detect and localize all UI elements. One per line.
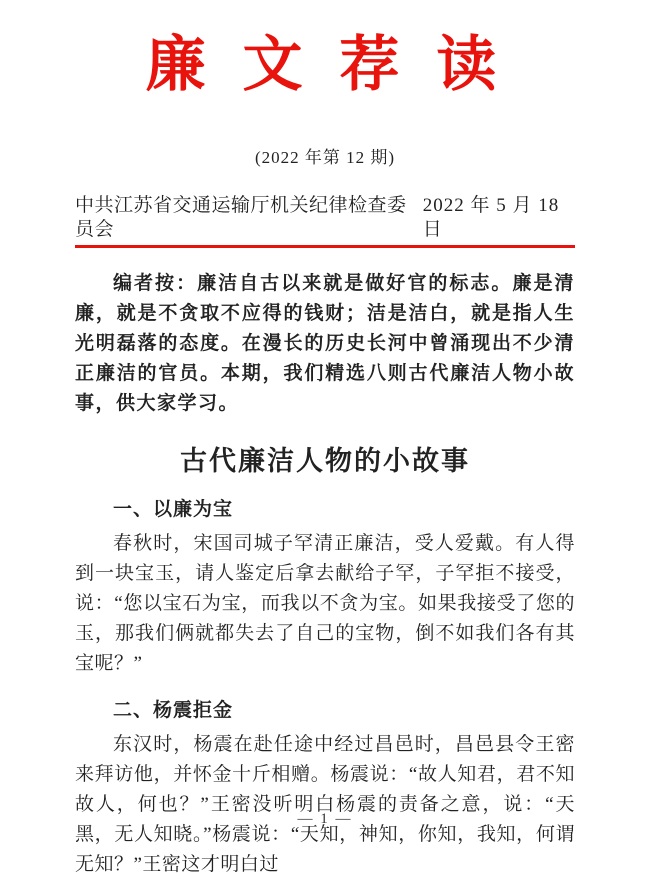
issue-number: (2022 年第 12 期) (254, 148, 396, 167)
issuing-header-row (75, 194, 575, 242)
issue-date: 2022 年 5 月 18 日 (422, 195, 560, 240)
editor-note: 编者按：廉洁自古以来就是做好官的标志。廉是清廉，就是不贪取不应得的钱财；洁是洁白，就是指人生光明磊落的态度。在漫长的历史长河中曾涌现出不少清正廉洁的官员。本期，我们精选八则古代廉洁人物小故事，供大家学习。 (75, 273, 575, 414)
section-2-paragraph: 东汉时，杨震在赴任途中经过昌邑时，昌邑县令王密来拜访他，并怀金十斤相赠。杨震说：“故人知君，君不知故人，何也？”王密没听明白杨震的责备之意，说：“天黑，无人知晓。”杨震说：“天知，神知，你知，我知，何谓无知？”王密这才明白过 (75, 734, 575, 875)
article-title: 古代廉洁人物的小故事 (180, 446, 470, 476)
issuing-organization: 中共江苏省交通运输厅机关纪律检查委员会 (75, 195, 407, 240)
section-2-heading: 二、杨震拒金 (113, 700, 234, 721)
masthead-title: 廉 文 荐 读 (145, 30, 505, 100)
red-divider-rule (75, 245, 575, 248)
section-1-heading: 一、以廉为宝 (113, 499, 234, 520)
page-number: — 1 — (297, 811, 353, 827)
section-1-paragraph: 春秋时，宋国司城子罕清正廉洁，受人爱戴。有人得到一块宝玉，请人鉴定后拿去献给子罕，子罕拒不接受，说：“您以宝石为宝，而我以不贪为宝。如果我接受了您的玉，那我们俩就都失去了自己的宝物，倒不如我们各有其宝呢？” (75, 533, 575, 674)
